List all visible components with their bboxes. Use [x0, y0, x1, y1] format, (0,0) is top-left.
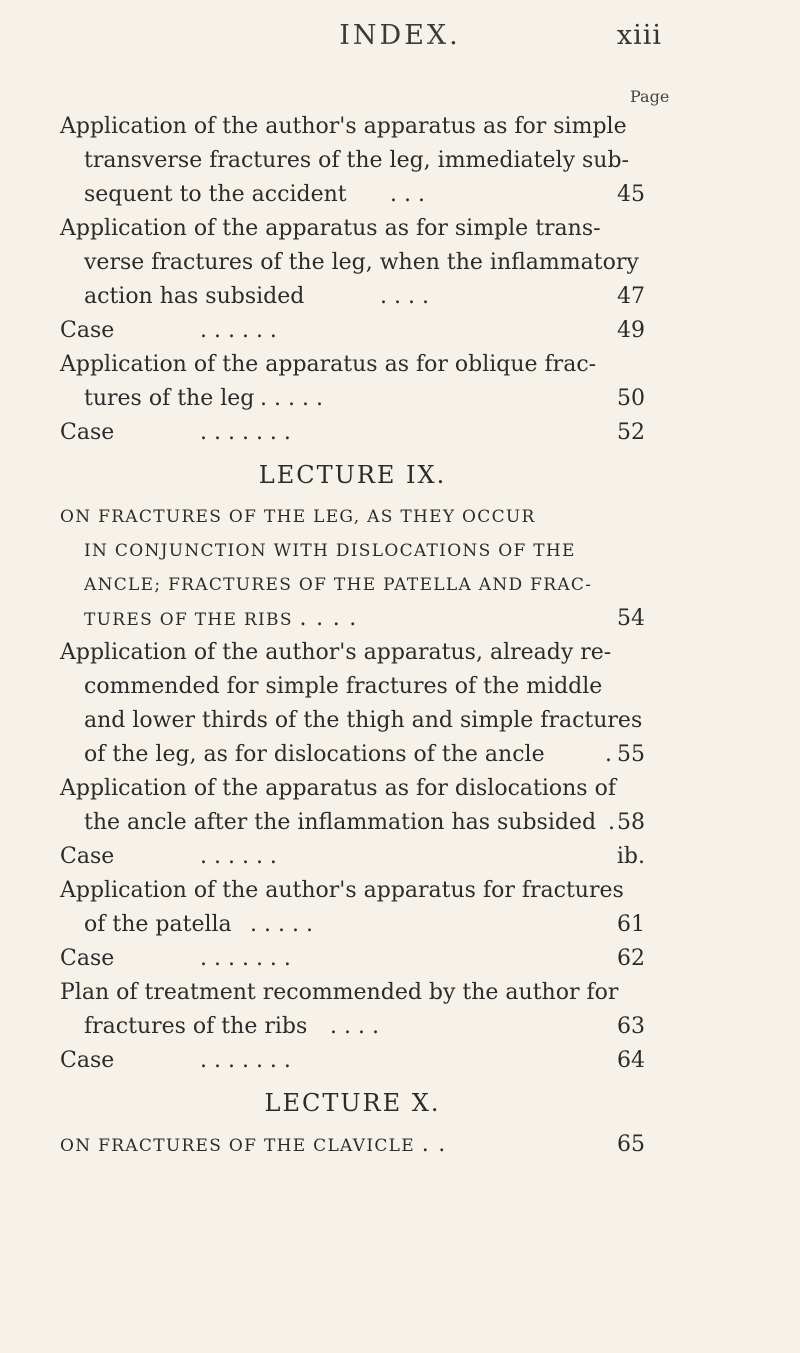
index-entry-final-line: tures of the leg . . . . . 50	[60, 382, 645, 416]
dot-leaders: . .	[421, 1132, 447, 1157]
dot-leaders: . . . . . .	[200, 318, 277, 343]
dot-leaders: . . . . . . .	[200, 1048, 291, 1073]
index-entry-final-line: Case . . . . . . . 64	[60, 1044, 645, 1078]
page-number: 63	[617, 1014, 645, 1039]
index-line: Application of the apparatus as for dislocations of	[60, 776, 616, 801]
page-number: 50	[617, 386, 645, 411]
page-number: 54	[617, 606, 645, 631]
page-number: 58	[617, 810, 645, 835]
index-entry-final-line: the ancle after the inflammation has subsided . 58	[60, 806, 645, 840]
dot-leaders: .	[605, 742, 612, 767]
page-folio: xiii	[616, 20, 662, 51]
page-number: 64	[617, 1048, 645, 1073]
index-line: and lower thirds of the thigh and simple fractures	[84, 708, 643, 733]
index-line: Application of the author's apparatus, already re-	[60, 640, 612, 665]
index-entry-final-line: fractures of the ribs . . . . 63	[60, 1010, 645, 1044]
page-number: 65	[617, 1132, 645, 1157]
index-entries	[60, 110, 645, 1162]
dot-leaders: . . . . . . .	[200, 420, 291, 445]
page-number: 49	[617, 318, 645, 343]
index-line: Plan of treatment recommended by the author for	[60, 980, 619, 1005]
index-entry-final-line: action has subsided . . . . 47	[60, 280, 645, 314]
dot-leaders: . . .	[390, 182, 425, 207]
page-column-label: Page	[630, 87, 670, 106]
dot-leaders: . . . .	[330, 1014, 379, 1039]
index-line: verse fractures of the leg, when the inflammatory	[84, 250, 639, 275]
index-entry-final-line: Case . . . . . . . 62	[60, 942, 645, 976]
lecture-title-final-line: TURES OF THE RIBS . . . . 54	[60, 602, 645, 636]
index-line: commended for simple fractures of the middle	[84, 674, 603, 699]
index-entry-final-line: sequent to the accident . . . 45	[60, 178, 645, 212]
page-number: 62	[617, 946, 645, 971]
index-entry-final-line: Case . . . . . . 49	[60, 314, 645, 348]
page-number: 55	[617, 742, 645, 767]
running-head	[0, 20, 800, 60]
page-number: 52	[617, 420, 645, 445]
index-line: Application of the author's apparatus for fractures	[60, 878, 624, 903]
dot-leaders: . . . . .	[250, 912, 313, 937]
index-line: Application of the author's apparatus as for simple	[60, 114, 627, 139]
lecture-heading: LECTURE X.	[264, 1089, 441, 1117]
index-line: Application of the apparatus as for simple trans-	[60, 216, 601, 241]
dot-leaders: . . . . . .	[200, 844, 277, 869]
index-entry-final-line: of the patella . . . . . 61	[60, 908, 645, 942]
page-number: 45	[617, 182, 645, 207]
lecture-title-final-line: ON FRACTURES OF THE CLAVICLE . . 65	[60, 1128, 645, 1162]
page-number: ib.	[616, 844, 645, 869]
dot-leaders: .	[608, 810, 615, 835]
page-number: 61	[617, 912, 645, 937]
lecture-heading: LECTURE IX.	[258, 461, 447, 489]
index-entry-final-line: Case . . . . . . ib.	[60, 840, 645, 874]
dot-leaders: . . . .	[299, 606, 358, 631]
dot-leaders: . . . . . . .	[200, 946, 291, 971]
index-line: transverse fractures of the leg, immediately sub-	[84, 148, 629, 173]
dot-leaders: . . . .	[380, 284, 429, 309]
index-line: Application of the apparatus as for oblique frac-	[60, 352, 597, 377]
lecture-title-line: ANCLE; FRACTURES OF THE PATELLA AND FRAC-	[84, 575, 593, 595]
running-title: INDEX.	[339, 20, 461, 51]
dot-leaders: . . . . .	[260, 386, 323, 411]
lecture-title-line: ON FRACTURES OF THE LEG, AS THEY OCCUR	[60, 507, 536, 527]
index-entry-final-line: of the leg, as for dislocations of the ancle . 55	[60, 738, 645, 772]
lecture-title-line: IN CONJUNCTION WITH DISLOCATIONS OF THE	[84, 541, 576, 561]
page-number: 47	[617, 284, 645, 309]
index-entry-final-line: Case . . . . . . . 52	[60, 416, 645, 450]
